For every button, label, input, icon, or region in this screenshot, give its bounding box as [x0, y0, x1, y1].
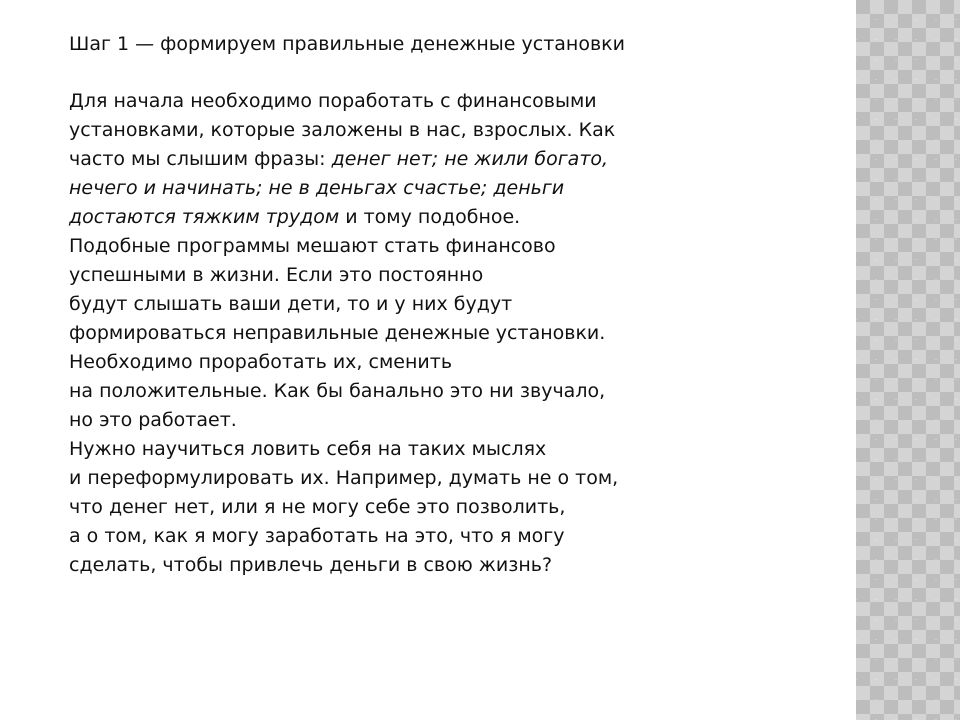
body-line: будут слышать ваши дети, то и у них будут: [69, 293, 513, 315]
slide-heading: Шаг 1 — формируем правильные денежные установки: [69, 33, 625, 55]
body-line-italic-phrase: денег нет; не жили богато,: [331, 148, 609, 170]
body-line-italic-phrase: достаются тяжким трудом: [69, 206, 340, 228]
body-line-italic-phrase: нечего и начинать; не в деньгах счастье; деньги: [69, 177, 565, 199]
body-line: но это работает.: [69, 409, 237, 431]
body-line-text: и тому подобное.: [339, 206, 521, 228]
body-line: что денег нет, или я не могу себе это позволить,: [69, 496, 566, 518]
body-line: на положительные. Как бы банально это ни звучало,: [69, 380, 606, 402]
slide-body-text: [69, 87, 769, 580]
body-line: сделать, чтобы привлечь деньги в свою жизнь?: [69, 554, 553, 576]
body-line: [69, 203, 769, 232]
body-line: успешными в жизни. Если это постоянно: [69, 264, 484, 286]
body-line: и переформулировать их. Например, думать не о том,: [69, 467, 619, 489]
body-line: Подобные программы мешают стать финансово: [69, 235, 556, 257]
body-line: Необходимо проработать их, сменить: [69, 351, 453, 373]
body-line: а о том, как я могу заработать на это, что я могу: [69, 525, 565, 547]
body-line: Для начала необходимо поработать с финансовыми: [69, 90, 597, 112]
body-line: Нужно научиться ловить себя на таких мыслях: [69, 438, 547, 460]
decorative-side-pattern: [856, 0, 960, 720]
body-line: [69, 174, 769, 203]
body-line-text: часто мы слышим фразы:: [69, 148, 332, 170]
body-line: формироваться неправильные денежные установки.: [69, 322, 606, 344]
body-line: [69, 145, 769, 174]
body-line: установками, которые заложены в нас, взрослых. Как: [69, 119, 616, 141]
